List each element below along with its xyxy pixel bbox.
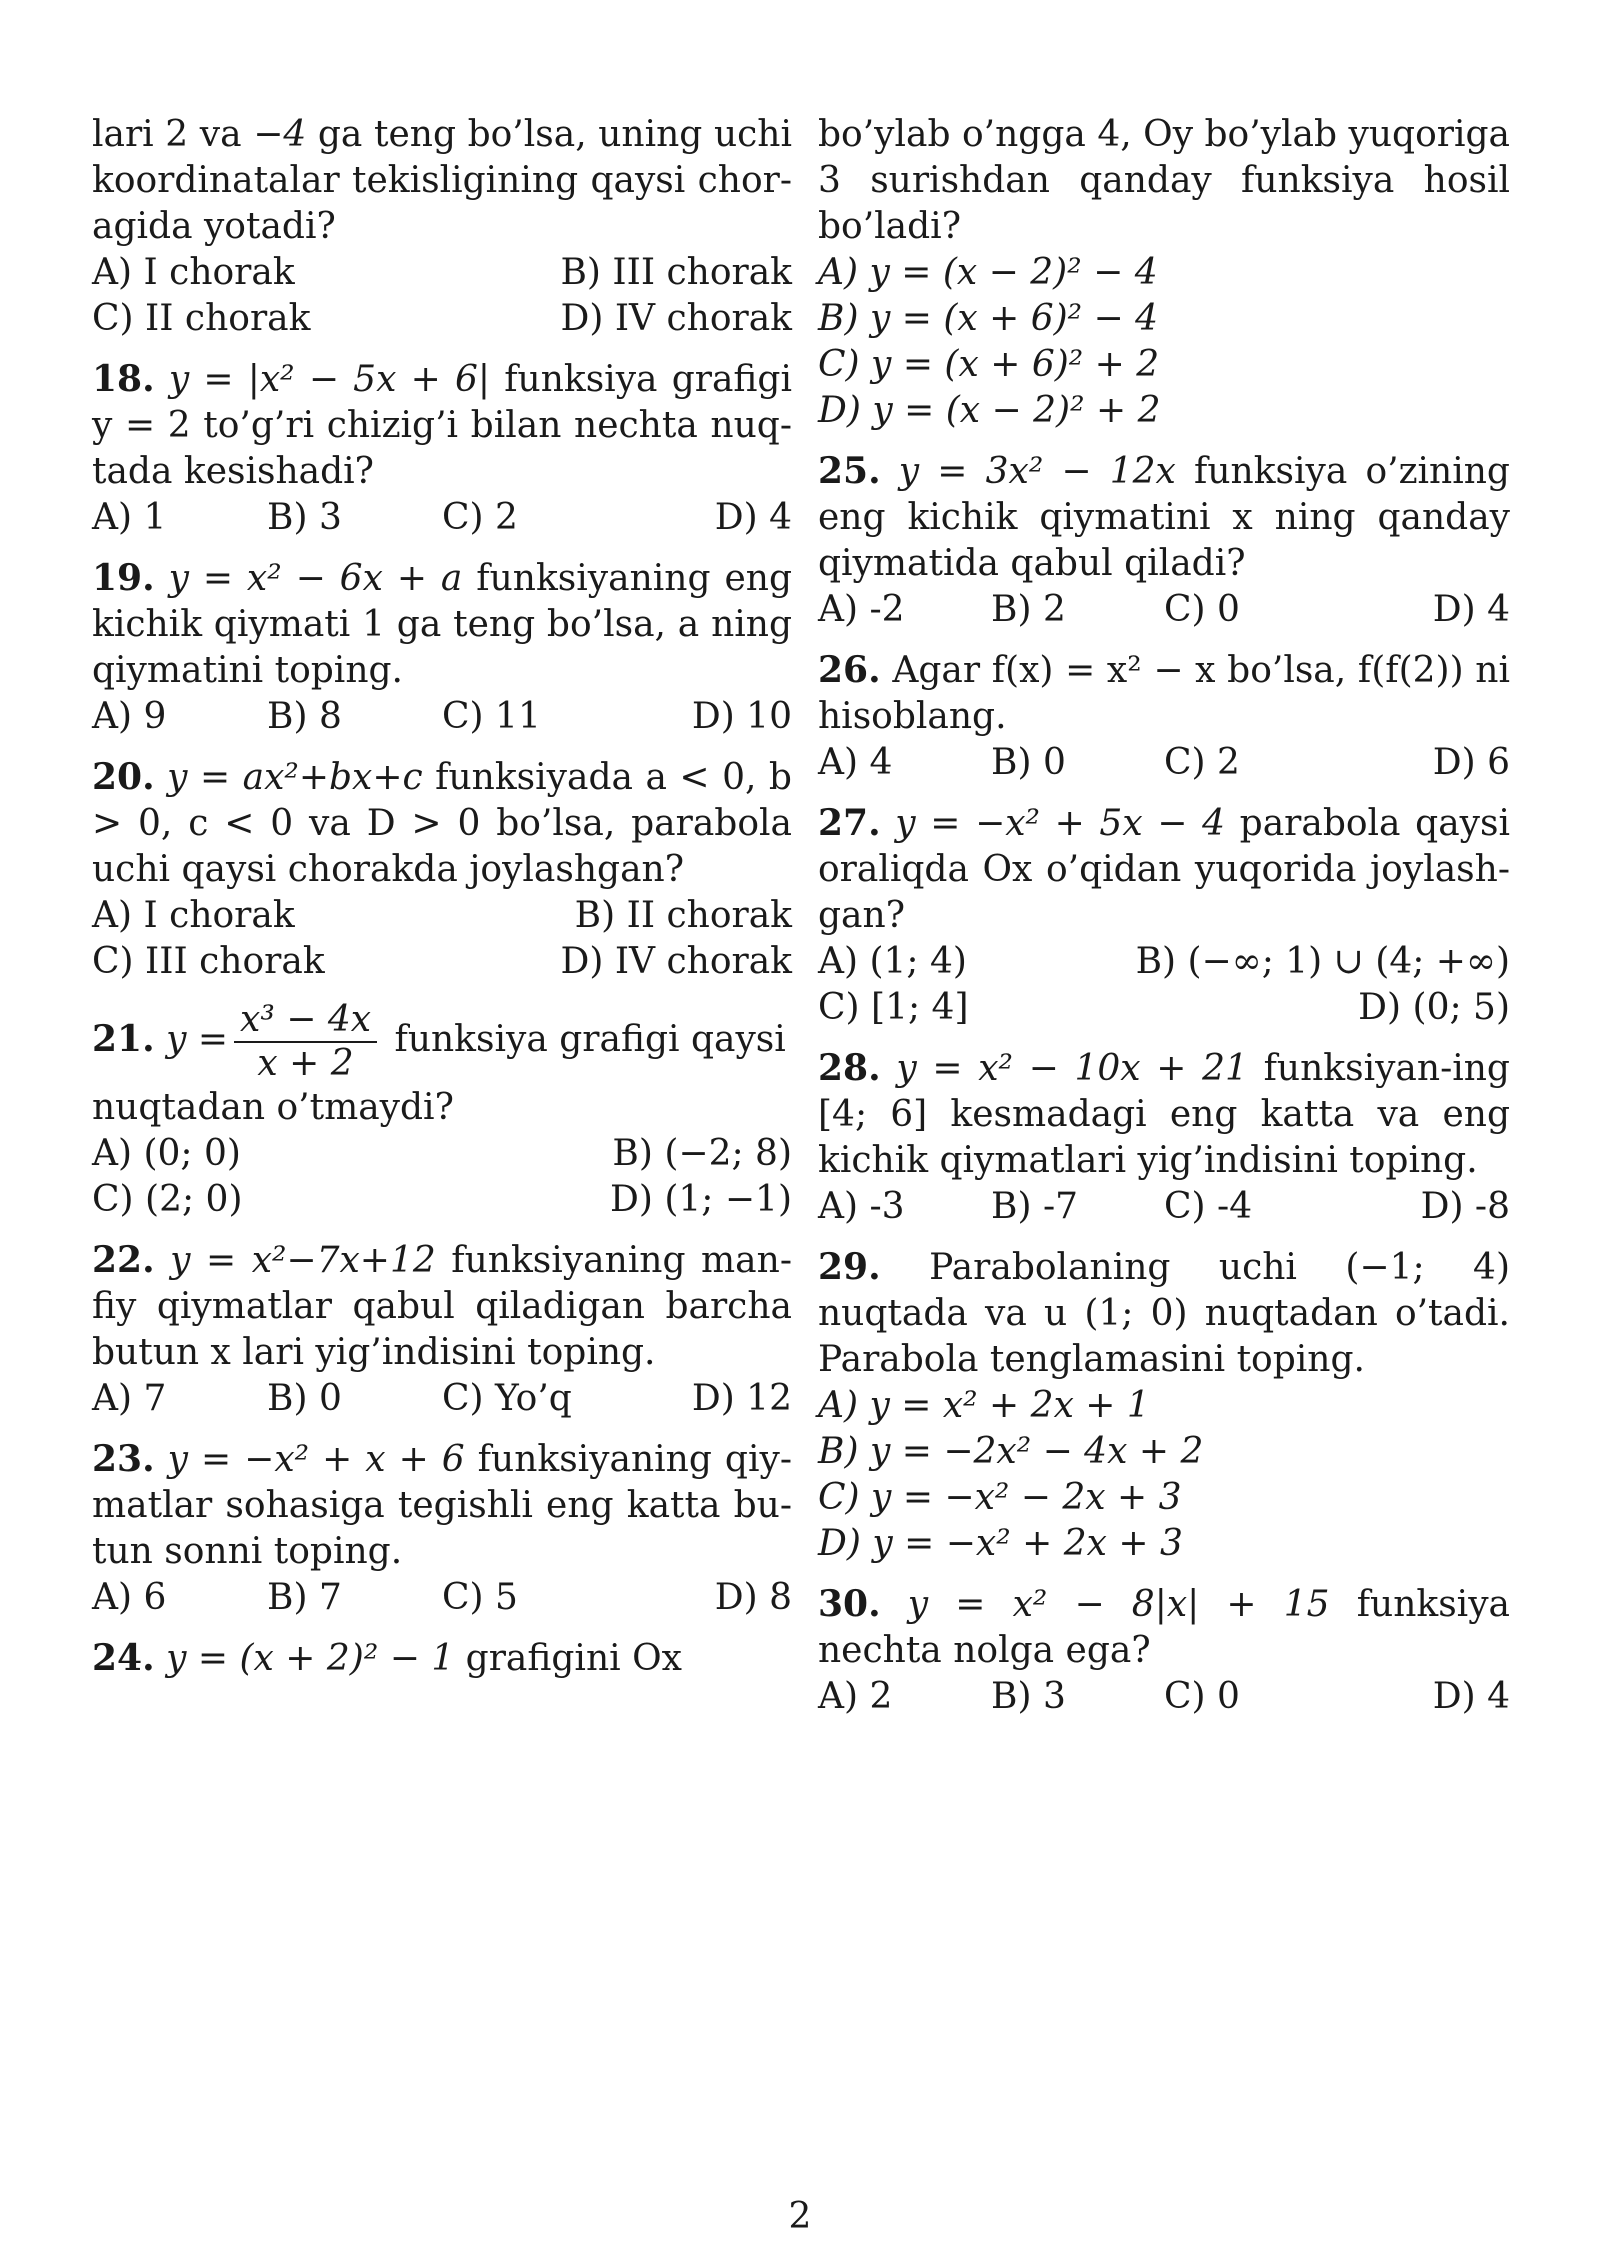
question-text: funksiyada a < 0, b > 0, c < 0 va D > 0 bo’lsa, parabola uchi qaysi chorakda joylashgan?: [92, 757, 792, 890]
options-row: [818, 740, 1510, 786]
option-b[interactable]: B) 0: [267, 1378, 342, 1419]
question-21: 21. y = $\frac{\text{x³ − 4x}}{x + 2}$ funksiya grafigi qaysi nuqtadan o’tmaydi? A) (0; 0) B) (−2; 8) C) (2; 0) D) (1; −1): [92, 999, 792, 1223]
options-row: [92, 893, 792, 939]
question-number: 27.: [818, 802, 881, 844]
option-d[interactable]: D) IV chorak: [560, 298, 792, 339]
options-row: [818, 587, 1510, 633]
question-number: 30.: [818, 1583, 881, 1625]
options-row: [92, 495, 792, 541]
options-row: [92, 1177, 792, 1223]
question-number: 18.: [92, 358, 155, 400]
option-b[interactable]: B) III chorak: [560, 252, 792, 293]
option-c[interactable]: C) Yo’q: [442, 1378, 572, 1419]
option-b[interactable]: B) 8: [267, 696, 342, 737]
options-row: [92, 250, 792, 296]
option-b[interactable]: B) y = (x + 6)² − 4: [818, 298, 1159, 339]
option-a[interactable]: A) -3: [818, 1186, 905, 1227]
option-b[interactable]: B) -7: [991, 1186, 1079, 1227]
options-row: [92, 939, 792, 985]
fraction: [234, 999, 377, 1085]
option-a[interactable]: A) I chorak: [92, 252, 295, 293]
formula: y = −x² + 5x − 4: [895, 803, 1225, 844]
question-24-start: [92, 1635, 792, 1682]
question-text: funksiya o’zining eng kichik qiymatini x ning qanday qiymatida qabul qiladi?: [818, 451, 1510, 584]
question-20: [92, 754, 792, 985]
option-d[interactable]: D) 4: [1432, 1676, 1510, 1717]
question-number: 22.: [92, 1239, 155, 1281]
option-a[interactable]: A) (1; 4): [818, 941, 967, 982]
option-c[interactable]: C) 0: [1164, 1676, 1240, 1717]
question-text-cont: bo’ylab o’ngga 4, Oy bo’ylab yuqoriga 3 surishdan qanday funksiya hosil bo’ladi?: [818, 114, 1510, 247]
formula: y = |x² − 5x + 6|: [168, 359, 490, 400]
option-d[interactable]: D) (0; 5): [1358, 987, 1510, 1028]
option-a[interactable]: A) y = x² + 2x + 1: [818, 1385, 1150, 1426]
options-row: [92, 694, 792, 740]
question-28: [818, 1045, 1510, 1230]
option-d[interactable]: D) y = −x² + 2x + 3: [818, 1523, 1183, 1564]
question-17-stem: lari 2 va −4 ga teng bo’lsa, uning uchi koordinatalar tekisligining qaysi chor-agida yotadi?: [92, 114, 792, 247]
question-25: [818, 448, 1510, 633]
option-d[interactable]: D) y = (x − 2)² + 2: [818, 390, 1161, 431]
option-a[interactable]: A) 2: [818, 1676, 893, 1717]
option-c[interactable]: C) 5: [442, 1577, 518, 1618]
option-c[interactable]: C) III chorak: [92, 941, 325, 982]
option-d[interactable]: D) 12: [691, 1378, 792, 1419]
question-number: 23.: [92, 1438, 155, 1480]
option-c[interactable]: C) y = (x + 6)² + 2: [818, 344, 1160, 385]
option-a[interactable]: A) 7: [92, 1378, 167, 1419]
options-row: [92, 296, 792, 342]
options-row: [818, 1674, 1510, 1720]
options-row: [818, 985, 1510, 1031]
formula: y = (x + 2)² − 1: [166, 1638, 455, 1679]
option-a[interactable]: A) I chorak: [92, 895, 295, 936]
options-row: [92, 1575, 792, 1621]
question-22: [92, 1237, 792, 1422]
question-number: 20.: [92, 756, 155, 798]
options-row: [818, 1184, 1510, 1230]
formula: y = x² − 6x + a: [168, 558, 463, 599]
formula: y = ax²+bx+c: [167, 757, 423, 798]
option-d[interactable]: D) 4: [714, 497, 792, 538]
option-c[interactable]: C) 0: [1164, 589, 1240, 630]
option-b[interactable]: B) y = −2x² − 4x + 2: [818, 1431, 1204, 1472]
option-b[interactable]: B) (−∞; 1) ∪ (4; +∞): [1135, 941, 1510, 982]
option-b[interactable]: B) 3: [991, 1676, 1066, 1717]
question-text: funksiya grafigi qaysi: [383, 1019, 786, 1060]
question-text: funksiyaning eng kichik qiymati 1 ga teng bo’lsa, a ning qiymatini toping.: [92, 558, 792, 691]
question-text: funksiya grafigi y = 2 to’g’ri chizig’i bilan nechta nuq-tada kesishadi?: [92, 359, 792, 492]
option-d[interactable]: D) 8: [714, 1577, 792, 1618]
option-b[interactable]: B) 7: [267, 1577, 342, 1618]
option-b[interactable]: B) (−2; 8): [612, 1133, 792, 1174]
option-b[interactable]: B) 3: [267, 497, 342, 538]
question-19: [92, 555, 792, 740]
option-c[interactable]: C) (2; 0): [92, 1179, 243, 1220]
question-number: 25.: [818, 450, 881, 492]
option-c[interactable]: C) 11: [442, 696, 541, 737]
option-c[interactable]: C) 2: [442, 497, 518, 538]
question-text: Agar f(x) = x² − x bo’lsa, f(f(2)) ni hisoblang.: [818, 650, 1510, 737]
option-c[interactable]: C) II chorak: [92, 298, 311, 339]
option-a[interactable]: A) 9: [92, 696, 167, 737]
question-23: [92, 1436, 792, 1621]
question-number: 26.: [818, 649, 881, 691]
option-c[interactable]: C) 2: [1164, 742, 1240, 783]
question-text-cont: nuqtadan o’tmaydi?: [92, 1087, 454, 1128]
right-column: [818, 112, 1510, 1734]
option-a[interactable]: A) -2: [818, 589, 905, 630]
question-text: parabola qaysi oraliqda Ox o’qidan yuqorida joylash-gan?: [818, 803, 1510, 936]
question-17-tail: [92, 112, 792, 342]
option-b[interactable]: B) II chorak: [574, 895, 792, 936]
option-d[interactable]: D) IV chorak: [560, 941, 792, 982]
question-text: funksiyan-ing [4; 6] kesmadagi eng katta va eng kichik qiymatlari yig’indisini toping.: [818, 1048, 1510, 1181]
question-number: 29.: [818, 1246, 881, 1288]
question-text: funksiyaning man-fiy qiymatlar qabul qiladigan barcha butun x lari yig’indisini toping.: [92, 1240, 792, 1373]
options-row: [92, 1376, 792, 1422]
option-a[interactable]: A) (0; 0): [92, 1133, 241, 1174]
left-column: [92, 112, 792, 1696]
option-b[interactable]: B) 2: [991, 589, 1066, 630]
option-d[interactable]: D) 6: [1432, 742, 1510, 783]
option-a[interactable]: A) 1: [92, 497, 167, 538]
page-number: 2: [788, 2196, 812, 2237]
question-29: [818, 1244, 1510, 1567]
formula: y = x² − 10x + 21: [896, 1048, 1248, 1089]
option-d[interactable]: D) -8: [1420, 1186, 1510, 1227]
option-d[interactable]: D) 10: [691, 696, 792, 737]
formula: y = x² − 8|x| + 15: [907, 1584, 1330, 1625]
question-27: [818, 800, 1510, 1031]
option-c[interactable]: C) y = −x² − 2x + 3: [818, 1477, 1182, 1518]
options-row: [818, 939, 1510, 985]
option-a[interactable]: A) y = (x − 2)² − 4: [818, 252, 1158, 293]
option-c[interactable]: C) -4: [1164, 1186, 1253, 1227]
question-text: funksiya nechta nolga ega?: [818, 1584, 1510, 1671]
question-26: [818, 647, 1510, 786]
question-number: 21.: [92, 1018, 155, 1060]
options-row: [92, 1131, 792, 1177]
option-d[interactable]: D) (1; −1): [610, 1179, 792, 1220]
question-24-cont: [818, 112, 1510, 434]
question-number: 24.: [92, 1637, 155, 1679]
option-b[interactable]: B) 0: [991, 742, 1066, 783]
fraction-denominator: x + 2: [257, 1043, 354, 1084]
formula: y = x²−7x+12: [170, 1240, 436, 1281]
question-text: Parabolaning uchi (−1; 4) nuqtada va u (1; 0) nuqtadan o’tadi. Parabola tenglamasini toping.: [818, 1247, 1510, 1380]
formula: y = −x² + x + 6: [167, 1439, 465, 1480]
question-18: [92, 356, 792, 541]
option-a[interactable]: A) 6: [92, 1577, 167, 1618]
formula: y = 3x² − 12x: [898, 451, 1176, 492]
option-d[interactable]: D) 4: [1432, 589, 1510, 630]
question-30: [818, 1581, 1510, 1720]
fraction-numerator: x³ − 4x: [234, 999, 377, 1043]
question-text: grafigini Ox: [454, 1638, 682, 1679]
question-number: 19.: [92, 557, 155, 599]
question-number: 28.: [818, 1047, 881, 1089]
option-c[interactable]: C) [1; 4]: [818, 987, 969, 1028]
question-text: funksiyaning qiy-matlar sohasiga tegishli eng katta bu-tun sonni toping.: [92, 1439, 792, 1572]
option-a[interactable]: A) 4: [818, 742, 893, 783]
